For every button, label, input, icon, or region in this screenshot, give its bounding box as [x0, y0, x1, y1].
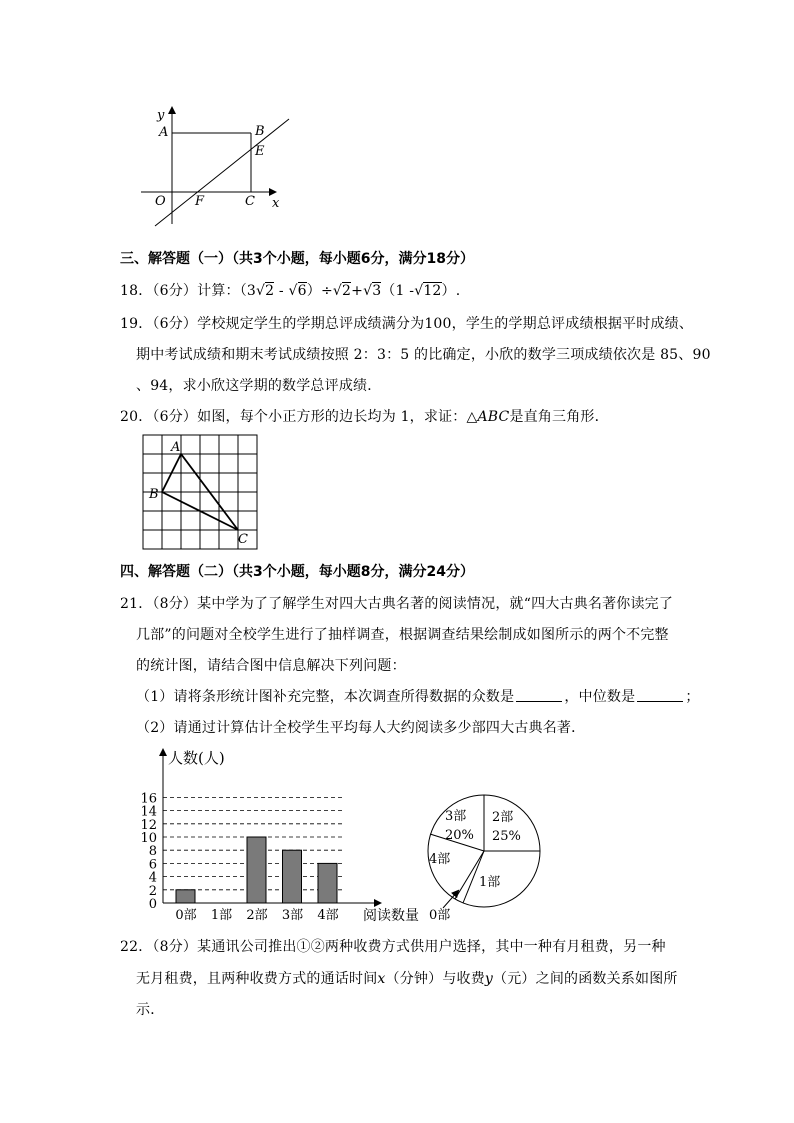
y-tick-label: 10: [140, 831, 157, 846]
sqrt-sign: √: [363, 283, 373, 299]
y-tick-label: 2: [148, 883, 157, 899]
pie-label-4: 4部: [429, 852, 451, 867]
question-21-part-2: （2）请通过计算估计全校学生平均每人大约阅读多少部四大古典名著．: [136, 720, 586, 736]
bar-chart: [130, 745, 435, 925]
bar-bars: [176, 837, 337, 903]
q18-op-4: （1 -: [381, 283, 415, 299]
q18-op-2: ）÷: [306, 283, 333, 299]
label-A: A: [159, 125, 169, 140]
question-21-line-1: 21．（8分）某中学为了了解学生对四大古典名著的阅读情况，就“四大古典名著你读完了: [120, 596, 674, 612]
q18-radicand-2: 6: [297, 283, 307, 299]
bar-x-label: 阅读数量: [363, 908, 419, 924]
q18-suffix: ）.: [441, 283, 461, 299]
bar-0: [176, 890, 195, 903]
q18-op-1: -: [278, 283, 284, 299]
question-19-line-3: 、94，求小欣这学期的数学总评成绩．: [136, 378, 382, 394]
q18-radicand-3: 2: [342, 283, 352, 299]
label-y: y: [157, 108, 165, 123]
q18-prefix: 18．（6分）计算：（3: [120, 283, 257, 299]
label-O: O: [155, 194, 166, 209]
sqrt-sign: √: [288, 283, 298, 299]
coordinate-rectangle-figure: [135, 104, 300, 230]
pie-label-3: 3部: [445, 809, 467, 824]
label-E: E: [255, 144, 265, 159]
label-C: C: [245, 194, 255, 209]
bar-4: [318, 863, 337, 903]
q21-part1-text-c: ；: [685, 689, 700, 705]
q22-text-a: 无月租费，且两种收费方式的通话时间: [136, 971, 378, 987]
label-B: B: [149, 487, 159, 502]
bar-y-ticks: [140, 791, 157, 912]
median-answer-blank[interactable]: [637, 689, 683, 702]
q18-radicand-5: 12: [423, 283, 442, 299]
pie-chart: [415, 785, 550, 925]
y-tick-label: 4: [148, 870, 157, 886]
question-19-line-1: 19．（6分）学校规定学生的学期总评成绩满分为100，学生的学期总评成绩根据平时成绩、: [120, 316, 694, 332]
question-21-line-2: 几部”的问题对全校学生进行了抽样调查，根据调查结果绘制成如图所示的两个不完整: [136, 627, 669, 643]
question-19-line-2: 期中考试成绩和期末考试成绩按照 2：3：5 的比确定，小欣的数学三项成绩依次是 85、90: [136, 347, 711, 363]
x-category-label: 4部: [317, 908, 339, 923]
pie-label-0: 0部: [429, 908, 451, 923]
label-C: C: [238, 532, 248, 547]
q22-text-b: （分钟）与收费: [385, 971, 485, 987]
bar-y-label: 人数(人): [168, 749, 225, 767]
y-tick-label: 8: [148, 844, 157, 860]
y-tick-label: 0: [148, 897, 157, 912]
y-tick-label: 6: [148, 857, 157, 873]
y-tick-label: 16: [140, 791, 157, 807]
q18-radicand-1: 2: [265, 283, 275, 299]
y-tick-label: 14: [140, 804, 157, 820]
q18-op-3: +: [351, 283, 364, 299]
x-category-label: 1部: [210, 908, 233, 923]
bar-2: [247, 837, 266, 903]
label-x: x: [272, 196, 280, 211]
question-20: [120, 406, 609, 426]
label-A: A: [171, 440, 181, 455]
bar-category-labels: [175, 908, 338, 923]
grid-triangle-figure: [140, 433, 266, 555]
pie-label-1: 1部: [479, 875, 501, 890]
mode-answer-blank[interactable]: [516, 689, 562, 702]
label-B: B: [255, 124, 265, 139]
q20-text-b: 是直角三角形．: [509, 409, 609, 425]
question-22-line-3: 示．: [136, 1002, 165, 1018]
question-21-line-3: 的统计图，请结合图中信息解决下列问题：: [136, 658, 406, 674]
question-21-part-1: [136, 686, 700, 706]
question-22-line-1: 22．（8分）某通讯公司推出①②两种收费方式供用户选择，其中一种有月租费，另一种: [120, 939, 666, 955]
sqrt-sign: √: [256, 283, 266, 299]
pie-label-2: 2部: [492, 810, 514, 825]
bar-3: [283, 850, 302, 903]
section-4-heading: 四、解答题（二）（共3个小题，每小题8分，满分24分）: [120, 564, 474, 580]
label-F: F: [195, 194, 205, 209]
pie-percent-2: 25%: [492, 829, 521, 844]
q20-triangle-name: ABC: [477, 409, 510, 425]
sqrt-sign: √: [332, 283, 343, 299]
q21-part1-text-b: ，中位数是: [564, 689, 636, 705]
q21-part1-text-a: （1）请将条形统计图补充完整，本次调查所得数据的众数是: [136, 689, 515, 705]
line-fe: [155, 119, 289, 226]
q22-var-y: y: [484, 971, 494, 987]
sqrt-sign: √: [414, 283, 424, 299]
question-18: [120, 280, 460, 300]
x-category-label: 2部: [246, 908, 268, 923]
q22-var-x: x: [377, 971, 386, 987]
x-category-label: 0部: [175, 908, 197, 923]
pie-percent-3: 20%: [445, 828, 474, 843]
q20-text-a: 20．（6分）如图，每个小正方形的边长均为 1，求证：△: [120, 409, 478, 425]
section-3-heading: 三、解答题（一）（共3个小题，每小题6分，满分18分）: [120, 251, 474, 267]
question-22-line-2: [136, 968, 678, 988]
x-category-label: 3部: [281, 908, 304, 923]
q18-radicand-4: 3: [372, 283, 382, 299]
q22-text-c: （元）之间的函数关系如图所: [493, 971, 678, 987]
y-tick-label: 12: [140, 817, 157, 833]
